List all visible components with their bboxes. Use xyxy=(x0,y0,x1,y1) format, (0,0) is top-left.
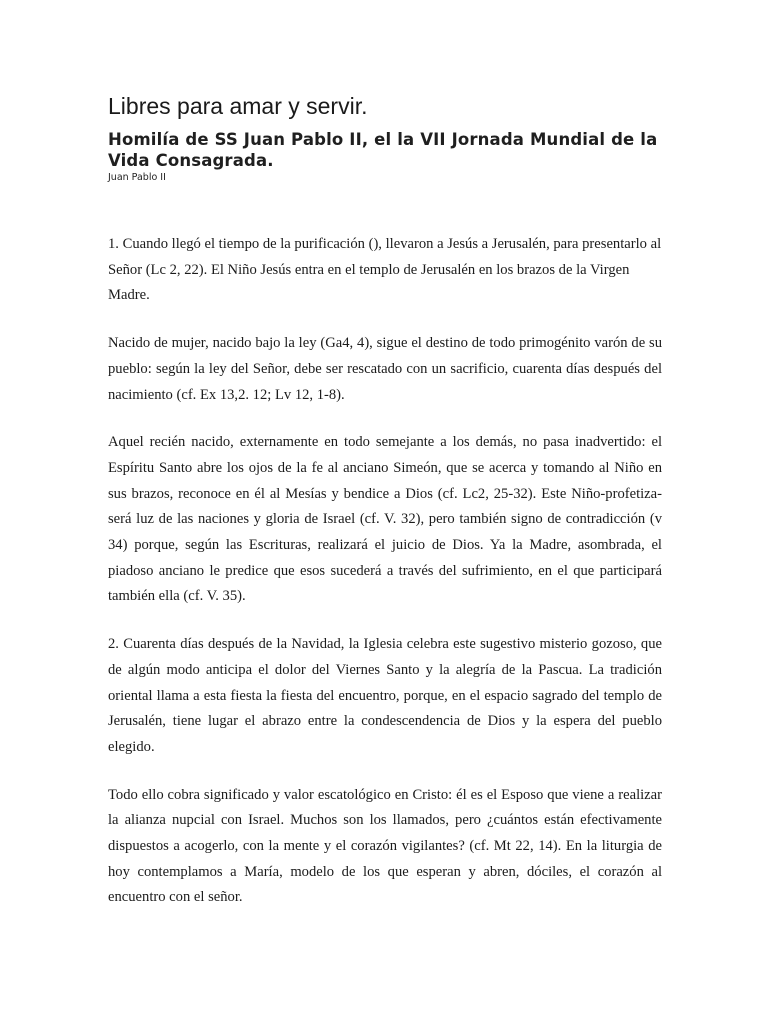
document-body xyxy=(108,232,662,933)
body-paragraph-4: 2. Cuarenta días después de la Navidad, la Iglesia celebra este sugestivo misterio gozoso, que de algún modo anticipa el dolor del Viernes Santo y la alegría de la Pascua. La tradición oriental llama a esta fiesta la fiesta del encuentro, porque, en el espacio sagrado del templo de Jerusalén, tiene lugar el abrazo entre la condescendencia de Dios y la espera del pueblo elegido. xyxy=(108,636,662,755)
body-paragraph-2: Nacido de mujer, nacido bajo la ley (Ga4, 4), sigue el destino de todo primogénito varón de su pueblo: según la ley del Señor, debe ser rescatado con un sacrificio, cuarenta días después del nacimiento (cf. Ex 13,2. 12; Lv 12, 1-8). xyxy=(108,335,662,403)
document-title: Libres para amar y servir. xyxy=(108,93,368,119)
document-subtitle: Homilía de SS Juan Pablo II, el la VII Jornada Mundial de la Vida Consagrada. xyxy=(108,130,658,170)
body-paragraph-1: 1. Cuando llegó el tiempo de la purificación (), llevaron a Jesús a Jerusalén, para presentarlo al Señor (Lc 2, 22). El Niño Jesús entra en el templo de Jerusalén en los brazos de la Virgen Madre. xyxy=(108,236,662,304)
document-author: Juan Pablo II xyxy=(108,172,166,183)
body-paragraph-5: Todo ello cobra significado y valor escatológico en Cristo: él es el Esposo que viene a realizar la alianza nupcial con Israel. Muchos son los llamados, pero ¿cuántos están efectivamente dispuestos a acogerlo, con la mente y el corazón vigilantes? (cf. Mt 22, 14). En la liturgia de hoy contemplamos a María, modelo de los que esperan y abren, dóciles, el corazón al encuentro con el señor. xyxy=(108,786,662,906)
body-paragraph-3: Aquel recién nacido, externamente en todo semejante a los demás, no pasa inadvertido: el Espíritu Santo abre los ojos de la fe al anciano Simeón, que se acerca y tomando al Niño en sus brazos, reconoce en él al Mesías y bendice a Dios (cf. Lc2, 25-32). Este Niño-profetiza- será luz de las naciones y gloria de Israel (cf. V. 32), pero también signo de contradicción (v 34) porque, según las Escrituras, realizará el juicio de Dios. Ya la Madre, asombrada, el piadoso anciano le predice que esos sucederá a través del sufrimiento, en el que participará también ella (cf. V. 35). xyxy=(108,434,662,605)
